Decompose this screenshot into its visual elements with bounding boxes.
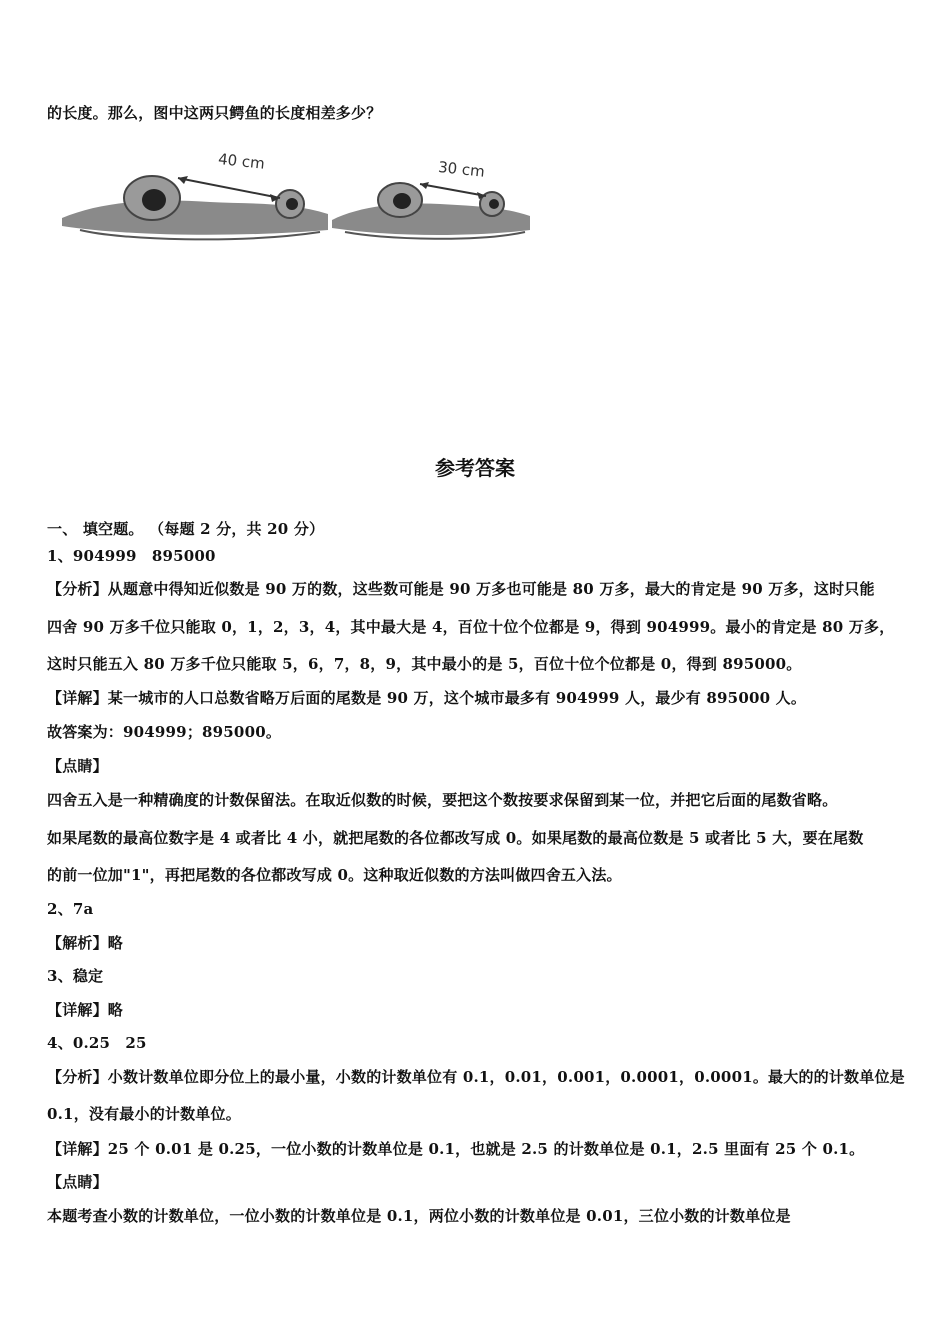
- answer-item: 1、904999 895000: [47, 547, 216, 565]
- highlight-line: 如果尾数的最高位数字是 4 或者比 4 小，就把尾数的各位都改写成 0。如果尾数的最高位数是 5 或者比 5 大，要在尾数: [47, 829, 864, 847]
- crocodile-right-icon: [332, 182, 530, 239]
- analysis-line: 【分析】小数计数单位即分位上的最小量，小数的计数单位有 0.1，0.01，0.001，0.0001，0.0001。最大的的计数单位是: [47, 1068, 905, 1086]
- analysis-line: 0.1，没有最小的计数单位。: [47, 1105, 241, 1123]
- analysis-line: 四舍 90 万多千位只能取 0，1，2，3，4，其中最大是 4，百位十位个位都是 9，得到 904999。最小的肯定是 80 万多，: [47, 618, 895, 636]
- analysis-line: 【分析】从题意中得知近似数是 90 万的数，这些数可能是 90 万多也可能是 80 万多，最大的肯定是 90 万多，这时只能: [47, 580, 875, 598]
- section-heading: 一、 填空题。 （每题 2 分，共 20 分）: [47, 520, 325, 538]
- highlight-line: 的前一位加"1"，再把尾数的各位都改写成 0。这种取近似数的方法叫做四舍五入法。: [47, 866, 622, 884]
- detail-line: 【详解】25 个 0.01 是 0.25，一位小数的计数单位是 0.1，也就是 2.5 的计数单位是 0.1，2.5 里面有 25 个 0.1。: [47, 1140, 865, 1158]
- right-length-label: 30 cm: [437, 157, 486, 181]
- analysis-line: 【解析】略: [47, 934, 124, 952]
- crocodile-left-icon: [62, 176, 328, 239]
- analysis-line: 这时只能五入 80 万多千位只能取 5，6，7，8，9，其中最小的是 5，百位十位个位都是 0，得到 895000。: [47, 655, 802, 673]
- question-text: 的长度。那么，图中这两只鳄鱼的长度相差多少？: [47, 104, 382, 122]
- highlight-heading: 【点睛】: [47, 1173, 108, 1191]
- highlight-line: 本题考查小数的计数单位，一位小数的计数单位是 0.1，两位小数的计数单位是 0.01，三位小数的计数单位是: [47, 1207, 791, 1225]
- answer-title: 参考答案: [435, 456, 515, 480]
- answer-item: 2、7a: [47, 900, 94, 918]
- crocodile-figure: [60, 140, 540, 250]
- crocodile-illustration: [60, 140, 540, 250]
- detail-line: 【详解】略: [47, 1001, 124, 1019]
- left-length-label: 40 cm: [217, 149, 266, 173]
- detail-line: 【详解】某一城市的人口总数省略万后面的尾数是 90 万，这个城市最多有 904999 人，最少有 895000 人。: [47, 689, 807, 707]
- highlight-heading: 【点睛】: [47, 757, 108, 775]
- answer-item: 3、稳定: [47, 967, 104, 985]
- answer-line: 故答案为：904999；895000。: [47, 723, 282, 741]
- highlight-line: 四舍五入是一种精确度的计数保留法。在取近似数的时候，要把这个数按要求保留到某一位，并把它后面的尾数省略。: [47, 791, 838, 809]
- answer-item: 4、0.25 25: [47, 1034, 147, 1052]
